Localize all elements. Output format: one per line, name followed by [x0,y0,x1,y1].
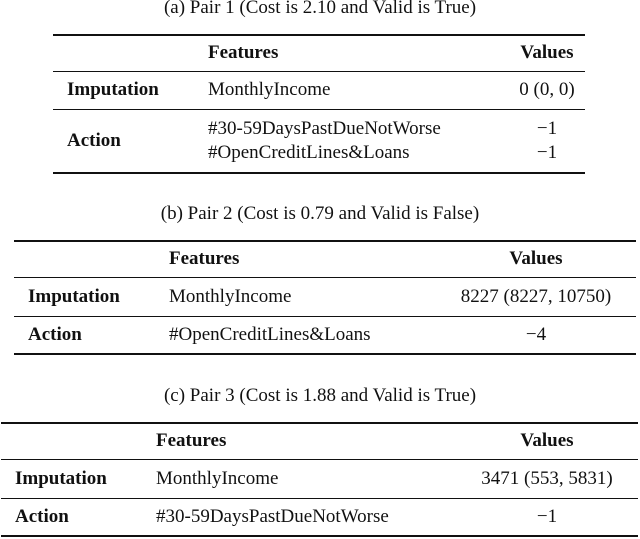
feature-cell [208,109,509,173]
value-item: −1 [536,117,558,139]
table-header-row [14,241,636,277]
row-label-action: Action [15,505,69,527]
table-pair-2 [14,240,636,355]
feature-item: #OpenCreditLines&Loans [208,141,410,163]
feature-cell: #OpenCreditLines&Loans [169,323,371,345]
value-cell: 8227 (8227, 10750) [460,285,612,307]
table-header-row [1,423,638,459]
header-values: Values [509,248,563,270]
header-values: Values [520,430,574,452]
value-cell [509,109,585,173]
caption-pair-1: (a) Pair 1 (Cost is 2.10 and Valid is True) [163,0,477,18]
row-label-imputation: Imputation [67,79,159,100]
table-row [1,459,638,498]
feature-cell: MonthlyIncome [208,79,331,100]
value-cell: 0 (0, 0) [519,79,575,100]
table-row [53,109,585,173]
header-empty [1,423,156,459]
caption-pair-2: (b) Pair 2 (Cost is 0.79 and Valid is False) [160,203,480,224]
table-row [1,498,638,536]
value-cell: 3471 (553, 5831) [481,467,613,489]
table-pair-1 [53,34,585,174]
value-item: −1 [536,141,558,163]
header-empty [14,241,169,277]
header-values: Values [520,42,574,64]
table-header-row [53,35,585,71]
caption-pair-3: (c) Pair 3 (Cost is 1.88 and Valid is True) [163,385,477,406]
feature-cell: MonthlyIncome [169,285,292,307]
header-features: Features [169,248,240,270]
header-features: Features [156,430,227,452]
table-row [14,316,636,354]
table-row [14,277,636,316]
table-row [53,71,585,109]
feature-cell: #30-59DaysPastDueNotWorse [156,505,389,527]
row-label-imputation: Imputation [28,285,120,307]
feature-cell: MonthlyIncome [156,467,279,489]
value-cell: −4 [525,323,547,345]
value-cell: −1 [536,505,558,527]
feature-item: #30-59DaysPastDueNotWorse [208,117,441,139]
header-empty [53,35,208,71]
row-label-action: Action [67,129,121,151]
header-features: Features [208,42,279,64]
row-label-imputation: Imputation [15,467,107,489]
row-label-action: Action [28,323,82,345]
table-pair-3 [1,422,638,537]
